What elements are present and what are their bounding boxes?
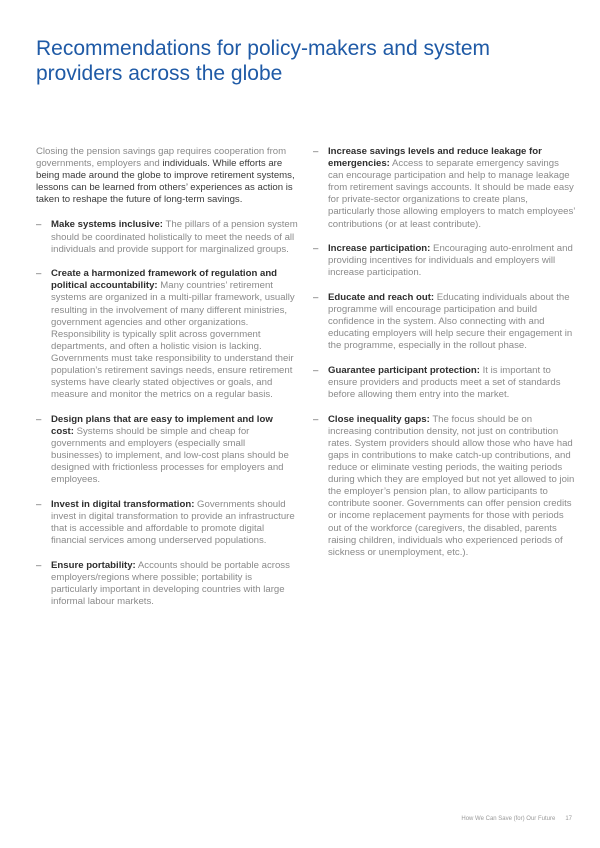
intro-light-text: Closing the pension savings gap requires cooperation from governments, employers and — [36, 146, 287, 170]
dash-bullet-icon: – — [36, 559, 42, 571]
recommendation-lead: Guarantee participant protection: — [328, 364, 480, 376]
recommendation-body: Encouraging auto-enrolment and providing incentives for individuals and employers will increase participation. — [328, 243, 573, 279]
recommendation-body: Accounts should be portable across employers/regions where possible; portability is particularly important in developing countries with large informal labour markets. — [51, 559, 290, 607]
recommendation-lead: Increase savings levels and reduce leakage for emergencies: — [328, 146, 542, 170]
recommendation-lead: Create a harmonized framework of regulation and political accountability: — [51, 268, 278, 292]
recommendation-body: Many countries’ retirement systems are organized in a multi-pillar framework, usually resulting in the involvement of many different ministries, government agencies and other organizations. Responsibility is typically split across government departments, and often a holistic vision is lacking. Governments must take responsibility to understand their population’s retirement savings needs, ensure retirement systems have clearly stated objectives or goals, and measure and monitor the metrics on a regular basis. — [51, 280, 295, 401]
left-recommendations-list — [36, 219, 298, 608]
intro-dark-text: individuals. While efforts are being made around the globe to improve retirement systems, lessons can be learned from others’ experiences as action is taken to reshape the future of long-term savings. — [36, 158, 295, 206]
dash-bullet-icon: – — [313, 413, 319, 425]
recommendation-item — [36, 219, 298, 255]
recommendation-item — [36, 560, 298, 608]
recommendation-lead: Increase participation: — [328, 243, 431, 255]
dash-bullet-icon: – — [313, 146, 319, 157]
recommendation-item — [313, 243, 577, 279]
recommendation-body: Systems should be simple and cheap for governments and employers (especially small businesses) to implement, and low-cost plans should be designed with frictionless processes for employers and employees. — [51, 425, 289, 486]
recommendation-lead: Ensure portability: — [51, 559, 136, 571]
dash-bullet-icon: – — [36, 413, 42, 425]
recommendation-lead: Make systems inclusive: — [51, 219, 163, 231]
recommendation-body: It is important to ensure providers and products meet a set of standards before allowing them entry into the market. — [328, 364, 561, 401]
right-recommendations-list — [313, 146, 577, 559]
dash-bullet-icon: – — [36, 498, 42, 510]
dash-bullet-icon: – — [313, 243, 319, 255]
intro-paragraph — [36, 146, 298, 206]
recommendation-body: Governments should invest in digital transformation to provide an infrastructure that is accessible and affordable to promote digital financial services among underserved populations. — [51, 498, 295, 547]
page-number: 17 — [565, 816, 572, 822]
dash-bullet-icon: – — [313, 291, 319, 303]
recommendation-item — [313, 365, 577, 401]
recommendation-item — [36, 268, 298, 401]
recommendation-body: Educating individuals about the programme will encourage participation and build confidence in the system. Also connecting with and educating employers will help secure their engagement in the programme, especially in the rollout phase. — [328, 291, 573, 352]
recommendation-item — [313, 146, 577, 231]
recommendation-lead: Design plans that are easy to implement and low cost: — [51, 413, 273, 437]
right-column — [313, 146, 577, 571]
recommendation-body: Access to separate emergency savings can encourage participation and help to manage leakage from retirement savings accounts. It should be made easy for private-sector organizations to create plans, particularly those allowing employers to match employees’ contributions (or at least contribute). — [328, 158, 576, 230]
recommendation-item — [36, 499, 298, 547]
recommendation-item — [313, 414, 577, 559]
left-column — [36, 146, 298, 621]
recommendation-body: The pillars of a pension system should be coordinated holistically to meet the needs of all individuals and provide support for marginalized groups. — [51, 219, 298, 255]
recommendation-item — [313, 292, 577, 352]
dash-bullet-icon: – — [36, 268, 42, 280]
page-title: Recommendations for policy-makers and system providers across the globe — [36, 37, 491, 85]
recommendation-item — [36, 414, 298, 487]
page-footer — [461, 816, 572, 822]
recommendation-lead: Educate and reach out: — [328, 291, 435, 303]
recommendation-lead: Close inequality gaps: — [328, 413, 430, 425]
recommendation-lead: Invest in digital transformation: — [51, 498, 195, 510]
dash-bullet-icon: – — [313, 364, 319, 376]
recommendation-body: The focus should be on increasing contribution density, not just on contribution rates. System providers should allow those who have had gaps in contributions to make catch-up contributions, and reduce or eliminate vesting periods, the waiting periods during which they are employed but not yet allowed to join the employer’s pension plan, to allow participants to contribute sooner. Governments can offer pension credits or income replacement payments for those with periods out of the workforce (caregivers, the disabled, parents raising children, individuals who experienced periods of sickness or unemployment, etc.). — [328, 413, 575, 558]
footer-publication-title: How We Can Save (for) Our Future — [461, 816, 556, 822]
dash-bullet-icon: – — [36, 219, 42, 231]
